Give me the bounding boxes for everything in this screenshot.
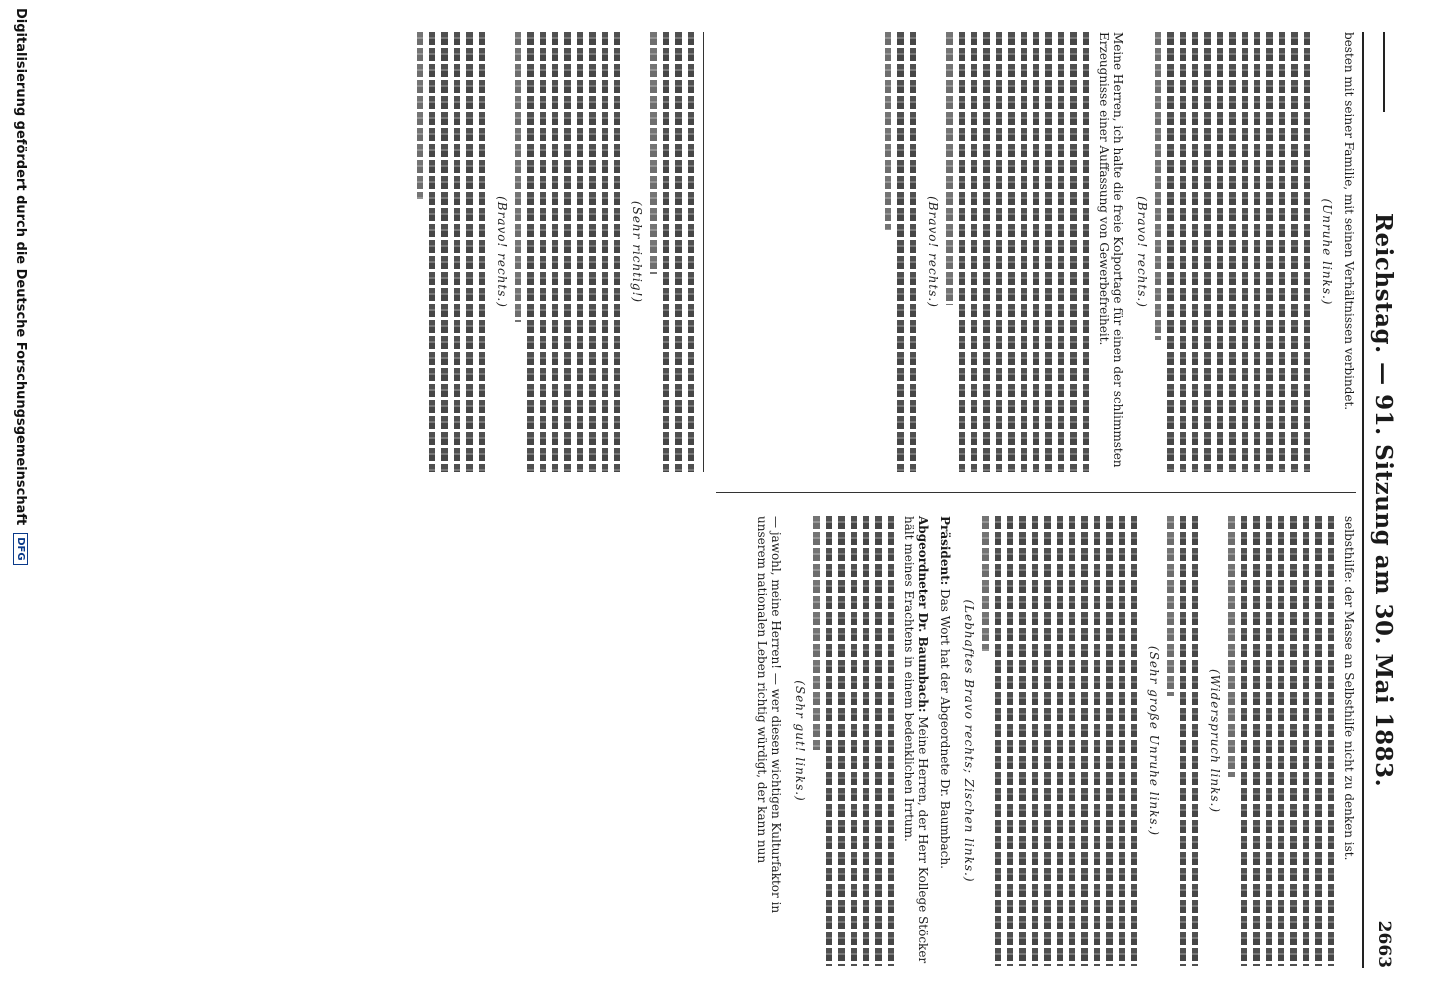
text-line <box>1081 516 1087 966</box>
text-line <box>1204 32 1210 472</box>
text-line <box>1094 516 1100 966</box>
text-line <box>1253 516 1259 966</box>
text-line <box>996 32 1002 472</box>
speaker-label: Abgeordneter Dr. Baumbach: <box>916 516 931 713</box>
text-line <box>552 32 558 472</box>
text-line <box>466 32 472 472</box>
text-line <box>1304 32 1310 472</box>
funding-note-text: Digitalisierung gefördert durch die Deutsche Forschungsgemeinschaft <box>13 8 29 526</box>
text-line <box>1044 516 1050 966</box>
text-line <box>838 516 844 966</box>
stage-direction: (Bravo! rechts.) <box>926 196 941 308</box>
text-line <box>946 32 952 305</box>
stage-direction: (Widerspruch links.) <box>1208 668 1223 814</box>
text-line <box>1229 32 1235 472</box>
text-line <box>1266 516 1272 966</box>
text-line <box>1242 32 1248 472</box>
text-line <box>564 32 570 472</box>
document-page <box>20 26 1410 974</box>
page-number: 2663 <box>1374 920 1394 968</box>
text-line <box>527 32 533 472</box>
stage-direction: (Unruhe links.) <box>1320 198 1334 306</box>
text-line <box>429 32 435 472</box>
text-line <box>675 32 681 472</box>
text-line <box>1328 516 1334 966</box>
text-line <box>983 32 989 472</box>
text-line <box>1021 32 1027 472</box>
text-line <box>1278 516 1284 966</box>
text-line <box>1192 32 1198 472</box>
text-line <box>885 32 891 230</box>
column-divider <box>716 492 1356 493</box>
text-line <box>1180 516 1186 966</box>
text-line <box>441 32 447 472</box>
text-line <box>1279 32 1285 472</box>
text-line <box>1008 32 1014 472</box>
text-line <box>1131 516 1137 966</box>
right-closing-text: — jawohl, meine Herren! — wer diesen wichtigen Kulturfaktor in unserem nationalen Leben richtig würdigt, der kann nun <box>755 516 784 914</box>
text-line <box>1070 32 1076 472</box>
stage-direction: (Sehr gut! links.) <box>793 680 808 802</box>
right-column <box>706 516 1356 966</box>
text-line <box>1228 516 1234 777</box>
text-line <box>1069 516 1075 966</box>
text-line <box>614 32 620 472</box>
speaker-text: Meine Herren, der Herr Kollege Stöcker hält meines Erachtens in einem bedenklichen Irrtum. <box>902 516 931 964</box>
text-line <box>1290 516 1296 966</box>
text-line <box>814 516 820 750</box>
text-line <box>995 516 1001 966</box>
lower-left-block <box>411 32 694 472</box>
text-line <box>1167 32 1173 472</box>
text-line <box>602 32 608 472</box>
president-statement <box>938 516 952 966</box>
stage-direction: (Lebhaftes Bravo rechts; Zischen links.) <box>962 599 977 883</box>
text-line <box>688 32 694 472</box>
section-divider <box>703 32 704 472</box>
speaker-statement <box>902 516 930 966</box>
text-line <box>1057 516 1063 966</box>
text-line <box>1217 32 1223 472</box>
text-line <box>1083 32 1089 472</box>
text-line <box>1119 516 1125 966</box>
text-line <box>663 32 669 472</box>
text-line <box>982 516 988 651</box>
text-line <box>417 32 423 199</box>
text-line <box>1032 516 1038 966</box>
text-line <box>888 516 894 966</box>
text-line <box>826 516 832 966</box>
page-title: Reichstag. — 91. Sitzung am 30. Mai 1883. <box>1370 212 1398 788</box>
dfg-logo: DFG <box>14 533 29 564</box>
text-line <box>577 32 583 472</box>
stage-direction: (Sehr große Unruhe links.) <box>1147 645 1162 837</box>
stage-direction: (Sehr richtig!) <box>630 200 645 304</box>
text-line <box>1058 32 1064 472</box>
text-line <box>479 32 485 472</box>
text-line <box>1315 516 1321 966</box>
president-text: Das Wort hat der Abgeordnete Dr. Baumbach. <box>938 589 953 869</box>
text-line <box>1180 32 1186 472</box>
president-label: Präsident: <box>938 516 953 586</box>
text-line <box>1254 32 1260 472</box>
text-line <box>1266 32 1272 472</box>
speech-paragraph: Meine Herren, ich halte die freie Kolportage für einen der schlimmsten Erzeugnisse einer Auffassung von Gewerbefreiheit. <box>1096 32 1125 468</box>
text-line <box>515 32 521 322</box>
funding-note <box>6 8 36 968</box>
text-line <box>971 32 977 472</box>
text-line <box>1291 32 1297 472</box>
header-rule <box>1383 32 1385 112</box>
text-line <box>1192 516 1198 966</box>
text-line <box>1007 516 1013 966</box>
stage-direction: (Bravo! rechts.) <box>1134 196 1149 308</box>
text-line <box>454 32 460 472</box>
left-column <box>706 32 1356 472</box>
text-line <box>851 516 857 966</box>
text-line <box>1106 516 1112 966</box>
text-line <box>1303 516 1309 966</box>
text-line <box>897 32 903 472</box>
text-line <box>875 516 881 966</box>
left-opening-text: besten mit seiner Familie, mit seinen Verhältnissen verbindet. <box>1342 32 1356 411</box>
text-line <box>1241 516 1247 966</box>
page-header <box>1362 32 1404 968</box>
text-line <box>1167 516 1173 696</box>
text-line <box>959 32 965 472</box>
stage-direction: (Bravo! rechts.) <box>494 196 509 308</box>
text-line <box>1155 32 1161 340</box>
text-line <box>1033 32 1039 472</box>
text-line <box>1045 32 1051 472</box>
text-line <box>1019 516 1025 966</box>
text-line <box>910 32 916 472</box>
text-line <box>540 32 546 472</box>
text-line <box>589 32 595 472</box>
text-line <box>650 32 656 274</box>
right-opening-text: selbsthilfe: der Masse an Selbsthilfe nicht zu denken ist. <box>1342 516 1356 861</box>
text-line <box>863 516 869 966</box>
